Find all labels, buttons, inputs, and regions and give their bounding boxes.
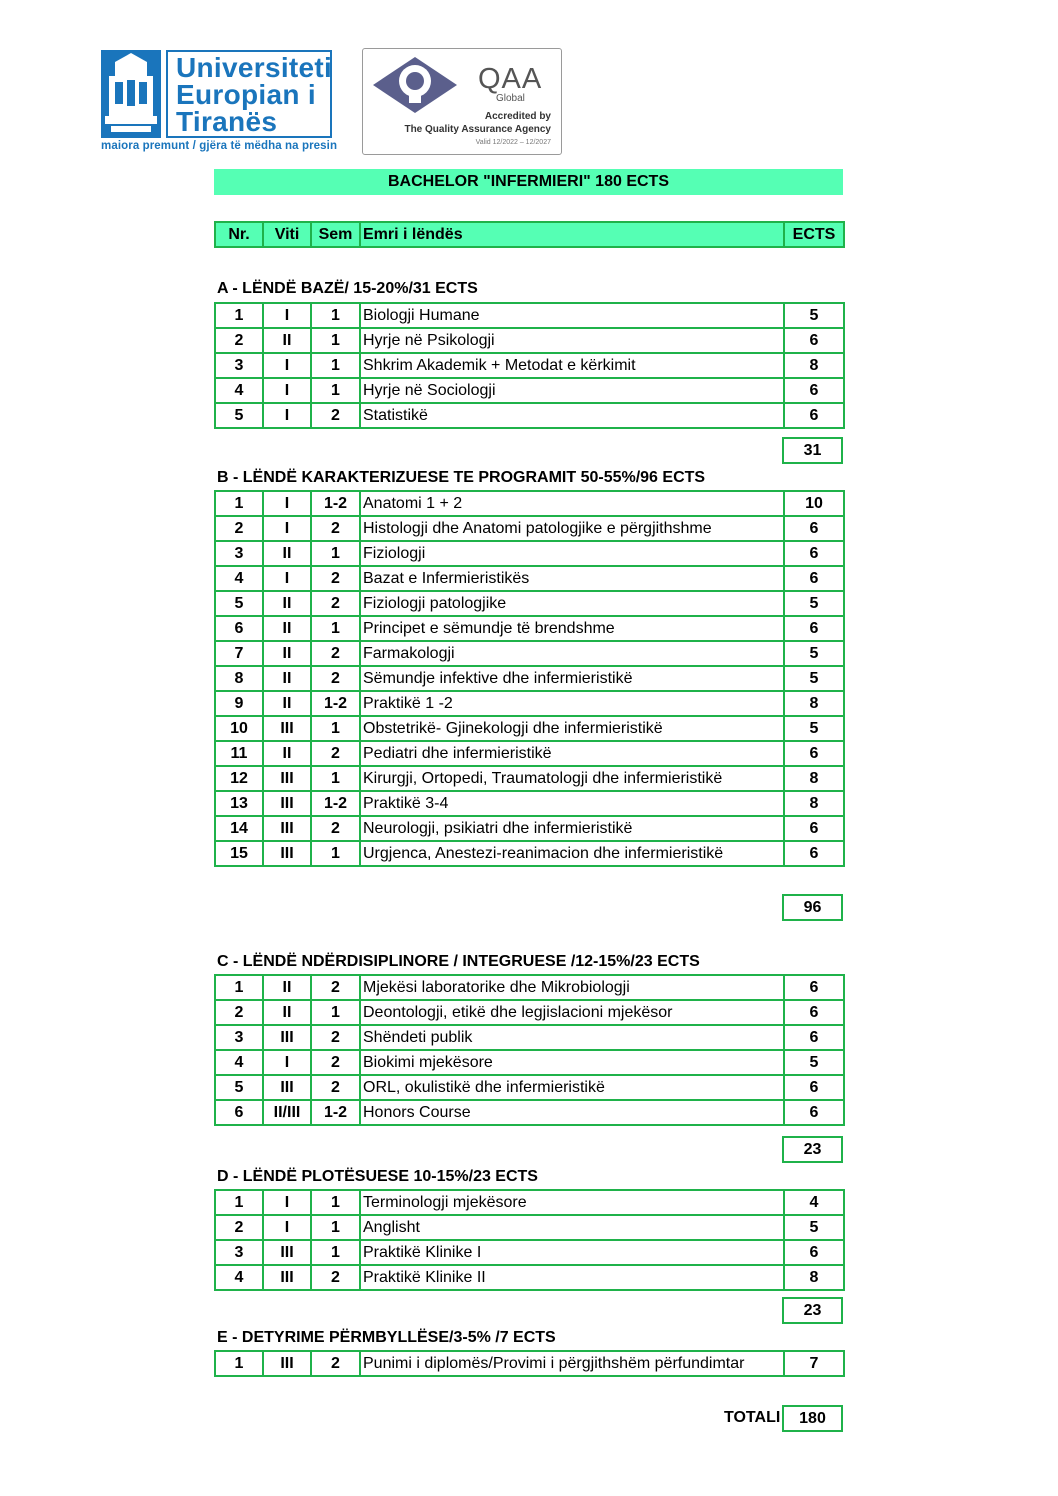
- course-nr: 4: [215, 1050, 263, 1075]
- course-nr: 5: [215, 403, 263, 428]
- qaa-title: QAA: [478, 63, 543, 95]
- section-b-table: [214, 490, 845, 867]
- course-nr: 14: [215, 816, 263, 841]
- course-row: [215, 766, 844, 791]
- course-year: I: [263, 303, 311, 328]
- course-row: [215, 303, 844, 328]
- course-name: Praktikë 1 -2: [360, 691, 784, 716]
- course-ects: 8: [784, 691, 844, 716]
- course-row: [215, 691, 844, 716]
- course-row: [215, 1265, 844, 1290]
- total-value: 180: [782, 1405, 843, 1432]
- course-ects: 6: [784, 1240, 844, 1265]
- course-name: Obstetrikë- Gjinekologji dhe infermieristikë: [360, 716, 784, 741]
- course-row: [215, 716, 844, 741]
- course-nr: 1: [215, 491, 263, 516]
- section-d-table: [214, 1189, 845, 1291]
- qaa-subtitle: Global: [496, 93, 525, 104]
- course-semester: 1: [311, 716, 360, 741]
- col-header-nr: Nr.: [215, 222, 263, 247]
- course-semester: 2: [311, 591, 360, 616]
- course-semester: 1: [311, 378, 360, 403]
- course-year: III: [263, 841, 311, 866]
- course-row: [215, 1240, 844, 1265]
- course-year: II: [263, 641, 311, 666]
- course-ects: 6: [784, 328, 844, 353]
- university-name-line-3: Tiranës: [176, 106, 278, 137]
- qaa-accreditation-logo: [362, 48, 562, 155]
- course-row: [215, 516, 844, 541]
- course-ects: 6: [784, 841, 844, 866]
- course-ects: 5: [784, 303, 844, 328]
- course-semester: 1: [311, 1215, 360, 1240]
- section-a-subtotal: 31: [782, 437, 843, 464]
- course-name: Pediatri dhe infermieristikë: [360, 741, 784, 766]
- course-ects: 5: [784, 1215, 844, 1240]
- course-semester: 2: [311, 1351, 360, 1376]
- course-name: Hyrje në Sociologji: [360, 378, 784, 403]
- course-semester: 1: [311, 303, 360, 328]
- section-e-title: E - DETYRIME PËRMBYLLËSE/3-5% /7 ECTS: [217, 1329, 556, 1346]
- course-semester: 2: [311, 1265, 360, 1290]
- course-semester: 1: [311, 1000, 360, 1025]
- course-nr: 11: [215, 741, 263, 766]
- course-year: II: [263, 741, 311, 766]
- university-motto: maiora premunt / gjëra të mëdha na presin: [101, 140, 338, 152]
- section-c-title: C - LËNDË NDËRDISIPLINORE / INTEGRUESE /12-15%/23 ECTS: [217, 953, 700, 970]
- course-nr: 6: [215, 1100, 263, 1125]
- course-row: [215, 741, 844, 766]
- course-row: [215, 1351, 844, 1376]
- course-row: [215, 491, 844, 516]
- course-ects: 6: [784, 741, 844, 766]
- course-ects: 6: [784, 616, 844, 641]
- course-row: [215, 1190, 844, 1215]
- qaa-validity: Valid 12/2022 – 12/2027: [475, 139, 551, 146]
- course-row: [215, 378, 844, 403]
- course-nr: 1: [215, 975, 263, 1000]
- section-c-table: [214, 974, 845, 1126]
- course-year: II: [263, 691, 311, 716]
- course-nr: 1: [215, 303, 263, 328]
- course-year: III: [263, 1351, 311, 1376]
- course-ects: 6: [784, 816, 844, 841]
- course-name: Anglisht: [360, 1215, 784, 1240]
- course-ects: 6: [784, 1025, 844, 1050]
- course-nr: 1: [215, 1190, 263, 1215]
- course-name: ORL, okulistikë dhe infermieristikë: [360, 1075, 784, 1100]
- course-row: [215, 666, 844, 691]
- total-label: TOTALI: [724, 1409, 781, 1426]
- course-year: I: [263, 1190, 311, 1215]
- course-ects: 6: [784, 1100, 844, 1125]
- column-header-row: [215, 222, 844, 247]
- course-name: Hyrje në Psikologji: [360, 328, 784, 353]
- col-header-ects: ECTS: [784, 222, 844, 247]
- course-name: Principet e sëmundje të brendshme: [360, 616, 784, 641]
- course-year: II: [263, 541, 311, 566]
- course-nr: 4: [215, 566, 263, 591]
- column-header-table: [214, 221, 845, 248]
- course-nr: 9: [215, 691, 263, 716]
- col-header-year: Viti: [263, 222, 311, 247]
- course-ects: 5: [784, 1050, 844, 1075]
- course-year: III: [263, 791, 311, 816]
- course-name: Fiziologji: [360, 541, 784, 566]
- course-ects: 5: [784, 591, 844, 616]
- course-year: I: [263, 1050, 311, 1075]
- course-nr: 1: [215, 1351, 263, 1376]
- course-nr: 15: [215, 841, 263, 866]
- course-semester: 2: [311, 666, 360, 691]
- course-nr: 5: [215, 591, 263, 616]
- course-row: [215, 816, 844, 841]
- course-ects: 6: [784, 403, 844, 428]
- course-ects: 7: [784, 1351, 844, 1376]
- section-a-table: [214, 302, 845, 429]
- course-name: Praktikë Klinike II: [360, 1265, 784, 1290]
- course-year: III: [263, 1240, 311, 1265]
- course-semester: 2: [311, 975, 360, 1000]
- course-semester: 1: [311, 328, 360, 353]
- course-year: III: [263, 816, 311, 841]
- course-nr: 4: [215, 1265, 263, 1290]
- course-year: II: [263, 591, 311, 616]
- qaa-agency-name: The Quality Assurance Agency: [404, 124, 551, 135]
- course-ects: 6: [784, 541, 844, 566]
- course-nr: 13: [215, 791, 263, 816]
- course-semester: 2: [311, 1075, 360, 1100]
- course-ects: 5: [784, 641, 844, 666]
- course-year: I: [263, 491, 311, 516]
- course-ects: 8: [784, 791, 844, 816]
- section-b-subtotal: 96: [782, 894, 843, 921]
- course-ects: 4: [784, 1190, 844, 1215]
- section-b-title: B - LËNDË KARAKTERIZUESE TE PROGRAMIT 50-55%/96 ECTS: [217, 469, 706, 486]
- course-year: II/III: [263, 1100, 311, 1125]
- course-year: I: [263, 353, 311, 378]
- course-semester: 2: [311, 516, 360, 541]
- course-row: [215, 1050, 844, 1075]
- course-ects: 6: [784, 1075, 844, 1100]
- course-name: Biokimi mjekësore: [360, 1050, 784, 1075]
- course-name: Terminologji mjekësore: [360, 1190, 784, 1215]
- course-name: Shkrim Akademik + Metodat e kërkimit: [360, 353, 784, 378]
- col-header-name: Emri i lëndës: [360, 222, 784, 247]
- section-e-table: [214, 1350, 845, 1377]
- course-row: [215, 353, 844, 378]
- course-semester: 1: [311, 1190, 360, 1215]
- course-nr: 2: [215, 1000, 263, 1025]
- course-semester: 2: [311, 566, 360, 591]
- course-name: Sëmundje infektive dhe infermieristikë: [360, 666, 784, 691]
- course-name: Praktikë Klinike I: [360, 1240, 784, 1265]
- course-year: III: [263, 1025, 311, 1050]
- qaa-accredited-text: Accredited by: [484, 111, 551, 122]
- course-nr: 8: [215, 666, 263, 691]
- course-name: Fiziologji patologjike: [360, 591, 784, 616]
- course-nr: 3: [215, 1240, 263, 1265]
- section-d-subtotal: 23: [782, 1297, 843, 1324]
- course-row: [215, 791, 844, 816]
- course-nr: 3: [215, 353, 263, 378]
- course-ects: 6: [784, 975, 844, 1000]
- course-semester: 1: [311, 616, 360, 641]
- course-ects: 8: [784, 766, 844, 791]
- university-name-line-1: Universiteti: [176, 52, 333, 83]
- course-name: Deontologji, etikë dhe legjislacioni mjekësor: [360, 1000, 784, 1025]
- course-row: [215, 841, 844, 866]
- course-semester: 2: [311, 641, 360, 666]
- course-name: Mjekësi laboratorike dhe Mikrobiologji: [360, 975, 784, 1000]
- course-semester: 1: [311, 766, 360, 791]
- course-year: I: [263, 1215, 311, 1240]
- course-nr: 6: [215, 616, 263, 641]
- course-row: [215, 975, 844, 1000]
- course-year: III: [263, 716, 311, 741]
- course-year: III: [263, 1265, 311, 1290]
- course-ects: 6: [784, 1000, 844, 1025]
- course-semester: 1: [311, 353, 360, 378]
- course-year: II: [263, 975, 311, 1000]
- course-row: [215, 1100, 844, 1125]
- course-semester: 1-2: [311, 691, 360, 716]
- course-ects: 8: [784, 353, 844, 378]
- course-ects: 10: [784, 491, 844, 516]
- course-ects: 8: [784, 1265, 844, 1290]
- course-year: III: [263, 766, 311, 791]
- course-row: [215, 1000, 844, 1025]
- course-name: Statistikë: [360, 403, 784, 428]
- course-nr: 2: [215, 328, 263, 353]
- course-name: Neurologji, psikiatri dhe infermieristikë: [360, 816, 784, 841]
- document-title: BACHELOR "INFERMIERI" 180 ECTS: [214, 169, 843, 195]
- university-logo: [101, 48, 338, 156]
- course-year: I: [263, 403, 311, 428]
- course-nr: 2: [215, 1215, 263, 1240]
- course-nr: 12: [215, 766, 263, 791]
- course-row: [215, 1025, 844, 1050]
- course-semester: 2: [311, 1025, 360, 1050]
- section-c-subtotal: 23: [782, 1136, 843, 1163]
- course-year: II: [263, 328, 311, 353]
- course-row: [215, 566, 844, 591]
- course-semester: 1-2: [311, 1100, 360, 1125]
- course-nr: 10: [215, 716, 263, 741]
- university-name: [166, 50, 332, 138]
- course-semester: 1: [311, 541, 360, 566]
- course-semester: 2: [311, 403, 360, 428]
- course-ects: 5: [784, 716, 844, 741]
- course-row: [215, 1075, 844, 1100]
- course-ects: 6: [784, 378, 844, 403]
- course-name: Urgjenca, Anestezi-reanimacion dhe infermieristikë: [360, 841, 784, 866]
- course-year: III: [263, 1075, 311, 1100]
- course-row: [215, 591, 844, 616]
- course-name: Punimi i diplomës/Provimi i përgjithshëm përfundimtar: [360, 1351, 784, 1376]
- section-a-title: A - LËNDË BAZË/ 15-20%/31 ECTS: [217, 280, 478, 297]
- course-name: Praktikë 3-4: [360, 791, 784, 816]
- course-semester: 1-2: [311, 791, 360, 816]
- course-row: [215, 328, 844, 353]
- course-semester: 1-2: [311, 491, 360, 516]
- course-nr: 3: [215, 541, 263, 566]
- course-name: Bazat e Infermieristikës: [360, 566, 784, 591]
- course-semester: 2: [311, 741, 360, 766]
- course-row: [215, 1215, 844, 1240]
- course-name: Shëndeti publik: [360, 1025, 784, 1050]
- course-semester: 2: [311, 1050, 360, 1075]
- course-ects: 6: [784, 516, 844, 541]
- course-name: Anatomi 1 + 2: [360, 491, 784, 516]
- course-year: II: [263, 1000, 311, 1025]
- course-year: I: [263, 566, 311, 591]
- course-row: [215, 403, 844, 428]
- course-semester: 1: [311, 841, 360, 866]
- course-name: Biologji Humane: [360, 303, 784, 328]
- course-row: [215, 616, 844, 641]
- university-emblem-icon: [101, 50, 161, 138]
- section-d-title: D - LËNDË PLOTËSUESE 10-15%/23 ECTS: [217, 1168, 538, 1185]
- course-semester: 2: [311, 816, 360, 841]
- course-row: [215, 541, 844, 566]
- course-ects: 5: [784, 666, 844, 691]
- course-nr: 7: [215, 641, 263, 666]
- university-name-line-2: Europian i: [176, 79, 316, 110]
- col-header-sem: Sem: [311, 222, 360, 247]
- course-name: Kirurgji, Ortopedi, Traumatologji dhe infermieristikë: [360, 766, 784, 791]
- course-year: II: [263, 666, 311, 691]
- course-name: Histologji dhe Anatomi patologjike e përgjithshme: [360, 516, 784, 541]
- course-semester: 1: [311, 1240, 360, 1265]
- course-ects: 6: [784, 566, 844, 591]
- course-row: [215, 641, 844, 666]
- qaa-mark-icon: [373, 55, 473, 120]
- course-nr: 2: [215, 516, 263, 541]
- course-year: I: [263, 378, 311, 403]
- course-nr: 5: [215, 1075, 263, 1100]
- course-name: Honors Course: [360, 1100, 784, 1125]
- course-nr: 4: [215, 378, 263, 403]
- course-nr: 3: [215, 1025, 263, 1050]
- course-name: Farmakologji: [360, 641, 784, 666]
- course-year: II: [263, 616, 311, 641]
- course-year: I: [263, 516, 311, 541]
